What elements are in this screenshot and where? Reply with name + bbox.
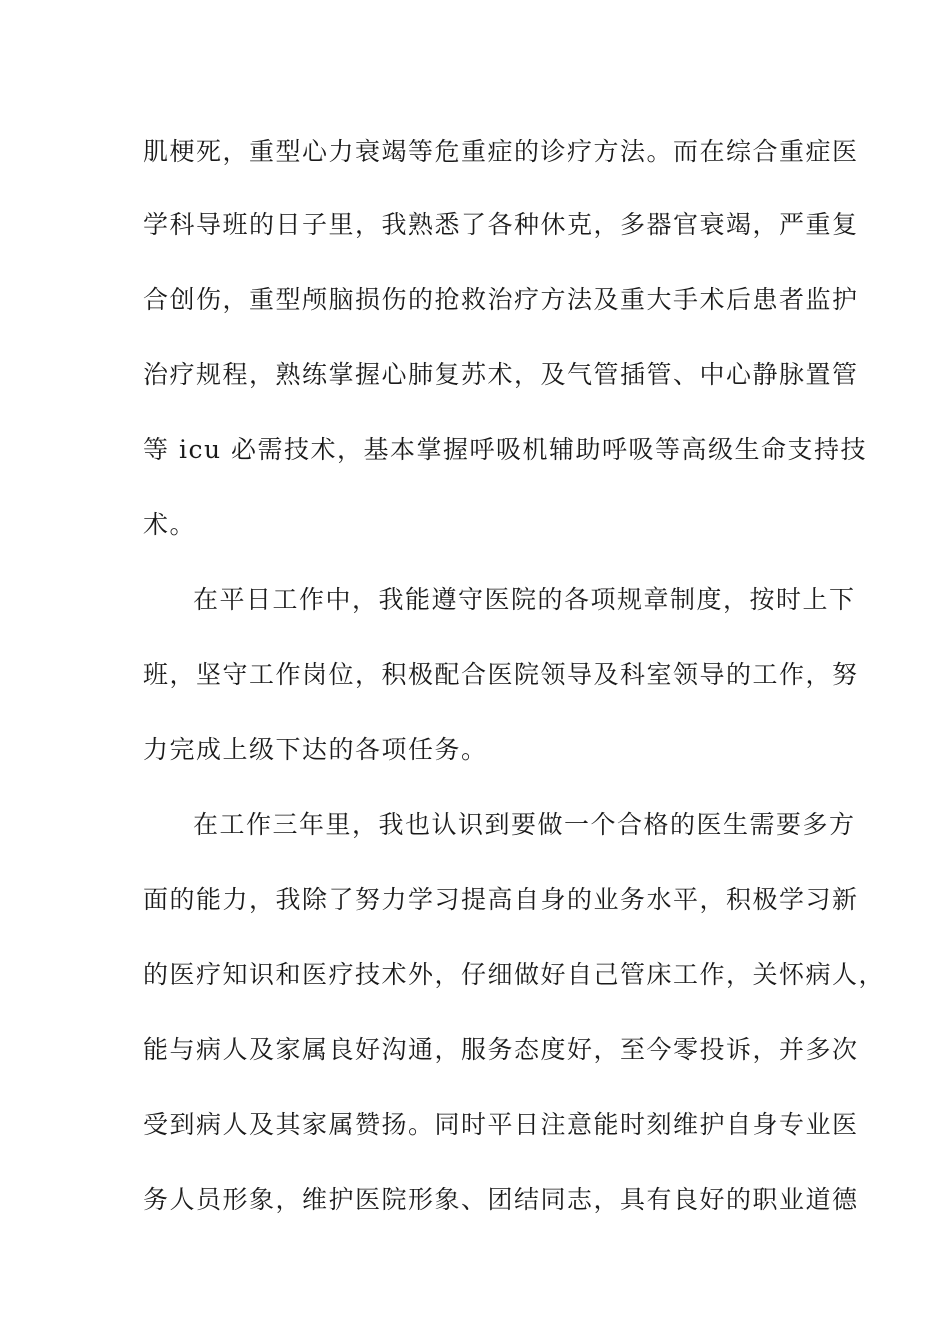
paragraph-first-line: 在工作三年里，我也认识到要做一个合格的医生需要多方 bbox=[193, 810, 856, 839]
text-line: 术。 bbox=[143, 510, 197, 539]
text-line: 班，坚守工作岗位，积极配合医院领导及科室领导的工作，努 bbox=[143, 660, 859, 689]
text-line: 学科导班的日子里，我熟悉了各种休克，多器官衰竭，严重复 bbox=[143, 210, 859, 239]
text-line: 力完成上级下达的各项任务。 bbox=[143, 735, 488, 764]
text-line: 肌梗死，重型心力衰竭等危重症的诊疗方法。而在综合重症医 bbox=[143, 137, 859, 166]
text-line: 等 icu 必需技术，基本掌握呼吸机辅助呼吸等高级生命支持技 bbox=[143, 435, 867, 464]
text-line: 合创伤，重型颅脑损伤的抢救治疗方法及重大手术后患者监护 bbox=[143, 285, 859, 314]
text-line: 的医疗知识和医疗技术外，仔细做好自己管床工作，关怀病人， bbox=[143, 960, 886, 989]
text-line: 能与病人及家属良好沟通，服务态度好，至今零投诉，并多次 bbox=[143, 1035, 859, 1064]
text-line: 治疗规程，熟练掌握心肺复苏术，及气管插管、中心静脉置管 bbox=[143, 360, 859, 389]
paragraph-first-line: 在平日工作中，我能遵守医院的各项规章制度，按时上下 bbox=[193, 585, 856, 614]
text-line: 面的能力，我除了努力学习提高自身的业务水平，积极学习新 bbox=[143, 885, 859, 914]
text-line: 受到病人及其家属赞扬。同时平日注意能时刻维护自身专业医 bbox=[143, 1110, 859, 1139]
text-line: 务人员形象，维护医院形象、团结同志，具有良好的职业道德 bbox=[143, 1185, 859, 1214]
